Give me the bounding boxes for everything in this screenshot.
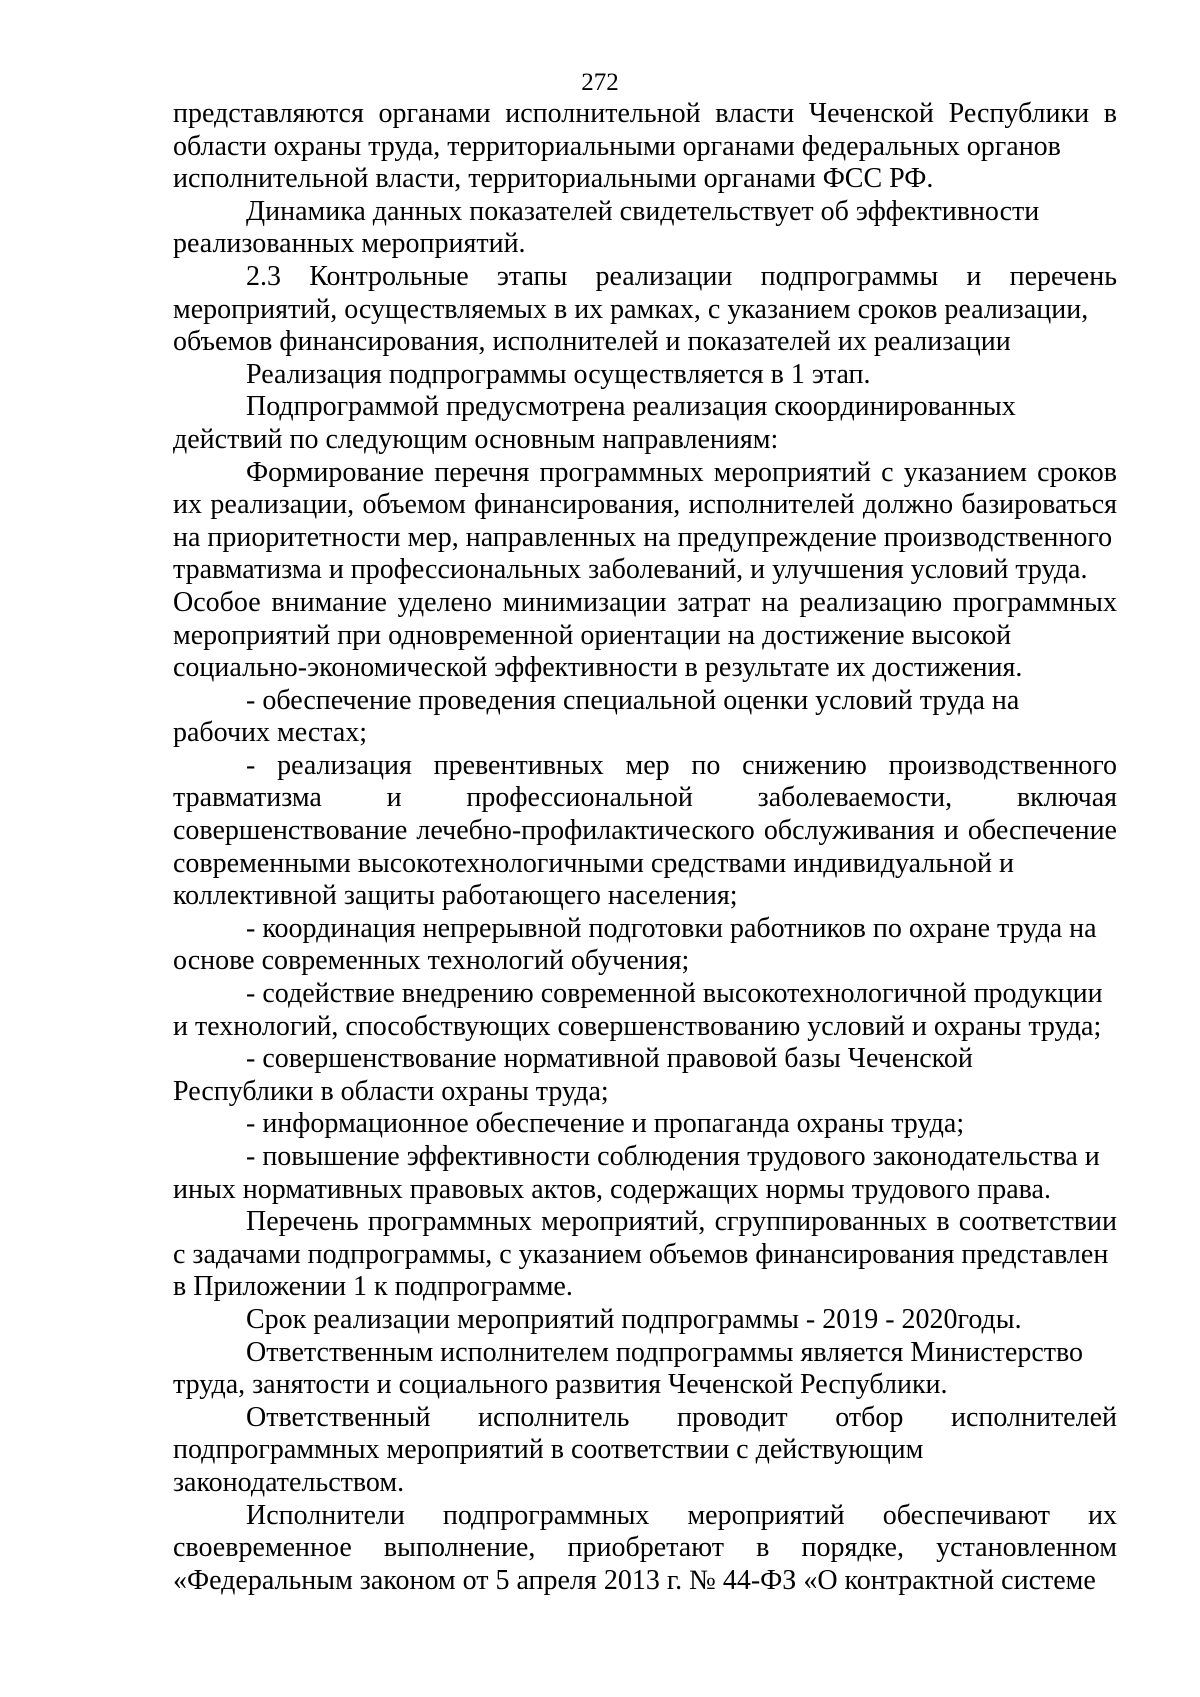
list-item-6: - информационное обеспечение и пропаганда охраны труда; [246,1108,965,1140]
list-item-7: - повышение эффективности соблюдения трудового законодательства и иных нормативных правовых актов, содержащих нормы трудового права. [173,1141,1100,1205]
paragraph-3: 2.3 Контрольные этапы реализации подпрограммы и перечень мероприятий, осуществляемых в их рамках, с указанием сроков реализации, объемов финансирования, исполнителей и показателей их реализации [173,260,1117,358]
list-item-2: - реализация превентивных мер по снижению производственного травматизма и профессиональной заболеваемости, включая совершенствование лечебно-профилактического обслуживания и обеспечение современными высокотехнологичными средствами индивидуальной и коллективной защиты работающего населения; [173,749,1117,912]
list-item-3: - координация непрерывной подготовки работников по охране труда на основе современных технологий обучения; [173,912,1097,977]
paragraph-4: Реализация подпрограммы осуществляется в 1 этап. [246,358,871,390]
paragraph-7: Перечень программных мероприятий, сгруппированных в соответствии с задачами подпрограммы, с указанием объемов финансирования представлен в Приложении 1 к подпрограмме. [173,1206,1117,1303]
list-item-1: - обеспечение проведения специальной оценки условий труда на рабочих местах; [173,684,1020,749]
page-number: 272 [581,69,619,96]
paragraph-11: Исполнители подпрограммных мероприятий обеспечивают их своевременное выполнение, приобретают в порядке, установленном «Федеральным законом от 5 апреля 2013 г. № 44-ФЗ «О контрактной системе [173,1499,1117,1596]
paragraph-2: Динамика данных показателей свидетельствует об эффективности реализованных мероприятий. [173,195,1040,260]
paragraph-5: Подпрограммой предусмотрена реализация скоординированных действий по следующим основным направлениям: [173,391,1016,455]
paragraph-6: Формирование перечня программных мероприятий с указанием сроков их реализации, объемом финансирования, исполнителей должно базироваться на приоритетности мер, направленных на предупреждение производственного травматизма и профессиональных заболеваний, и улучшения условий труда. Особое внимание уделено минимизации затрат на реализацию программных мероприятий при одновременной ориентации на достижение высокой социально-экономической эффективности в результате их достижения. [173,456,1117,684]
list-item-5: - совершенствование нормативной правовой базы Чеченской Республики в области охраны труда; [173,1043,973,1107]
paragraph-10: Ответственный исполнитель проводит отбор исполнителей подпрограммных мероприятий в соответствии с действующим законодательством. [173,1401,1117,1498]
paragraph-8: Срок реализации мероприятий подпрограммы - 2019 - 2020годы. [246,1303,1022,1335]
paragraph-9: Ответственным исполнителем подпрограммы является Министерство труда, занятости и социального развития Чеченской Республики. [173,1336,1084,1401]
document-body [173,98,1117,1597]
paragraph-1: представляются органами исполнительной власти Чеченской Республики в области охраны труда, территориальными органами федеральных органов исполнительной власти, территориальными органами ФСС РФ. [173,98,1117,195]
list-item-4: - содействие внедрению современной высокотехнологичной продукции и технологий, способствующих совершенствованию условий и охраны труда; [173,978,1103,1042]
